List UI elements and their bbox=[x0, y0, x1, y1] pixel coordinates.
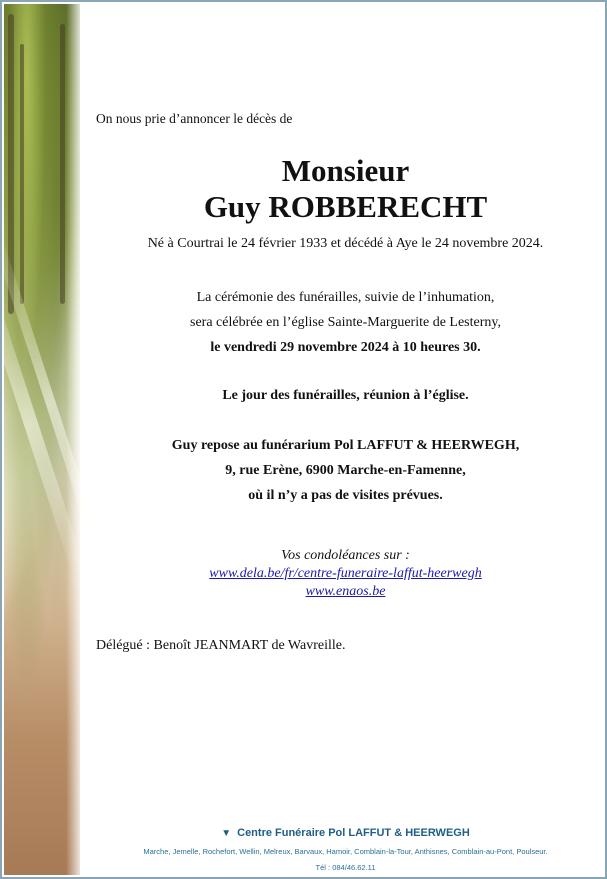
triangle-down-icon: ▼ bbox=[221, 828, 232, 839]
funeral-home-line-1: Guy repose au funérarium Pol LAFFUT & HEERWEGH, bbox=[171, 438, 520, 453]
footer-towns: Marche, Jemelle, Rochefort, Wellin, Melreux, Barvaux, Hamoir, Comblain-la-Tour, Anthisnes, Comblain-au-Pont, Poulseur. bbox=[143, 847, 548, 856]
footer-company bbox=[82, 827, 607, 839]
deceased-name: Guy ROBBERECHT bbox=[203, 189, 488, 224]
funeral-home-visits: où il n’y a pas de visites prévues. bbox=[248, 488, 443, 503]
forest-path-photo bbox=[4, 4, 80, 875]
birth-death-line: Né à Courtrai le 24 février 1933 et décédé à Aye le 24 novembre 2024. bbox=[147, 236, 544, 251]
deceased-title: Monsieur bbox=[281, 153, 410, 188]
footer-company-name: Centre Funéraire Pol LAFFUT & HEERWEGH bbox=[237, 827, 470, 839]
footer-phone: Tél : 084/46.62.11 bbox=[315, 863, 376, 872]
meeting-line: Le jour des funérailles, réunion à l’église. bbox=[222, 388, 469, 403]
ceremony-line-1: La cérémonie des funérailles, suivie de l’inhumation, bbox=[196, 290, 495, 305]
condolences-link-enaos[interactable]: www.enaos.be bbox=[305, 584, 386, 599]
ceremony-date: le vendredi 29 novembre 2024 à 10 heures 30. bbox=[210, 340, 481, 355]
funeral-home-address: 9, rue Erène, 6900 Marche-en-Famenne, bbox=[225, 463, 466, 478]
ceremony-line-2: sera célébrée en l’église Sainte-Marguerite de Lesterny, bbox=[190, 315, 501, 330]
delegate-line: Délégué : Benoît JEANMART de Wavreille. bbox=[96, 638, 346, 653]
intro-text: On nous prie d’annoncer le décès de bbox=[96, 111, 293, 126]
condolences-label: Vos condoléances sur : bbox=[281, 548, 410, 563]
condolences-link-dela[interactable]: www.dela.be/fr/centre-funeraire-laffut-heerwegh bbox=[209, 566, 482, 581]
